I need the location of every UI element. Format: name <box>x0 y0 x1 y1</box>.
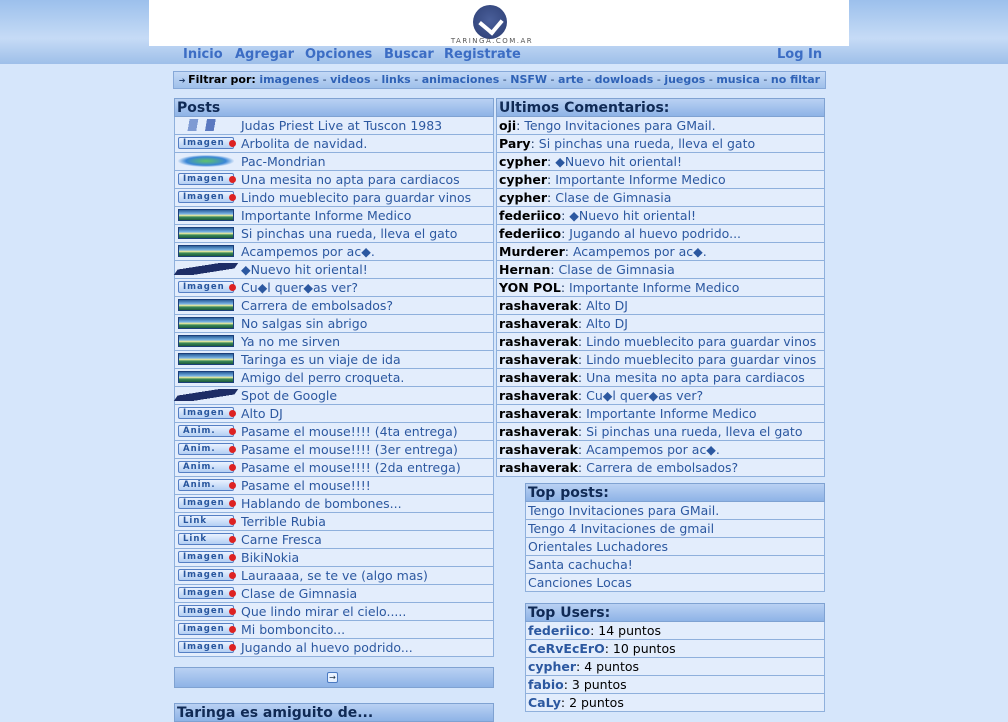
top-posts-list <box>525 502 825 592</box>
posts-pager <box>174 667 494 688</box>
post-row[interactable] <box>174 189 494 207</box>
nav-agregar[interactable]: Agregar <box>235 47 295 62</box>
top-user-link[interactable]: federiico <box>528 623 591 638</box>
posts-list <box>174 117 494 657</box>
post-thumbnail-icon <box>178 119 234 131</box>
post-title-link[interactable]: Pasame el mouse!!!! (4ta entrega) <box>241 424 458 439</box>
post-thumbnail-icon <box>178 299 234 311</box>
category-tag-icon: Imagen <box>178 137 234 149</box>
filter-option-videos[interactable]: videos <box>330 73 371 86</box>
comment-user[interactable]: Hernan <box>499 262 551 277</box>
post-thumbnail-icon <box>178 245 234 257</box>
nav-buscar[interactable]: Buscar <box>384 47 434 62</box>
comment-user[interactable]: cypher <box>499 190 548 205</box>
post-row[interactable] <box>174 171 494 189</box>
comment-user[interactable]: rashaverak <box>499 298 578 313</box>
top-post-row <box>525 538 825 556</box>
post-row[interactable] <box>174 405 494 423</box>
logo-text: TARINGA.COM.AR <box>450 37 534 45</box>
top-user-row <box>525 694 825 712</box>
post-row[interactable] <box>174 621 494 639</box>
category-tag-icon: Imagen <box>178 191 234 203</box>
post-row[interactable] <box>174 495 494 513</box>
comment-user[interactable]: rashaverak <box>499 424 578 439</box>
post-title-link[interactable]: Acampemos por ac◆. <box>241 244 375 259</box>
comment-row: rashaverak: Alto DJ <box>496 297 825 315</box>
comment-post-link[interactable]: Importante Informe Medico <box>569 280 740 295</box>
post-title-link[interactable]: Importante Informe Medico <box>241 208 412 223</box>
category-tag-icon: Imagen <box>178 281 234 293</box>
comment-post-link[interactable]: Si pinchas una rueda, lleva el gato <box>586 424 803 439</box>
category-tag-icon: Anim. <box>178 461 234 473</box>
top-post-row <box>525 502 825 520</box>
top-user-separator: : <box>560 695 570 710</box>
top-user-score: 10 puntos <box>612 641 676 656</box>
category-tag-icon: Imagen <box>178 551 234 563</box>
comment-user[interactable]: rashaverak <box>499 316 578 331</box>
post-title-link[interactable]: Lauraaaa, se te ve (algo mas) <box>241 568 428 583</box>
category-tag-icon: Imagen <box>178 623 234 635</box>
post-row[interactable] <box>174 207 494 225</box>
comment-post-link[interactable]: Una mesita no apta para cardiacos <box>586 370 805 385</box>
post-title-link[interactable]: Spot de Google <box>241 388 338 403</box>
post-title-link[interactable]: Hablando de bombones... <box>241 496 402 511</box>
post-title-link[interactable]: Pasame el mouse!!!! (3er entrega) <box>241 442 458 457</box>
post-title-link[interactable]: No salgas sin abrigo <box>241 316 368 331</box>
top-user-link[interactable]: fabio <box>528 677 564 692</box>
top-users-list <box>525 622 825 712</box>
top-user-link[interactable]: CeRvEcErO <box>528 641 605 656</box>
post-row[interactable] <box>174 639 494 657</box>
category-tag-icon: Imagen <box>178 641 234 653</box>
post-title-link[interactable]: Lindo mueblecito para guardar vinos <box>241 190 472 205</box>
post-thumbnail-icon <box>174 389 238 401</box>
comment-row: cypher: Importante Informe Medico <box>496 171 825 189</box>
comments-title: Ultimos Comentarios: <box>496 98 825 117</box>
comment-row: Hernan: Clase de Gimnasia <box>496 261 825 279</box>
top-post-row <box>525 520 825 538</box>
nav-login[interactable]: Log In <box>777 47 823 62</box>
comment-row: cypher: ◆Nuevo hit oriental! <box>496 153 825 171</box>
comment-user[interactable]: Murderer <box>499 244 565 259</box>
post-title-link[interactable]: Judas Priest Live at Tuscon 1983 <box>241 118 443 133</box>
post-thumbnail-icon <box>178 227 234 239</box>
post-title-link[interactable]: Que lindo mirar el cielo..... <box>241 604 407 619</box>
comment-row: cypher: Clase de Gimnasia <box>496 189 825 207</box>
comments-panel <box>496 98 825 477</box>
post-title-link[interactable]: Clase de Gimnasia <box>241 586 358 601</box>
post-row[interactable] <box>174 297 494 315</box>
post-row[interactable] <box>174 135 494 153</box>
comment-row: rashaverak: Carrera de embolsados? <box>496 459 825 477</box>
comment-row: rashaverak: Importante Informe Medico <box>496 405 825 423</box>
post-row[interactable] <box>174 261 494 279</box>
category-tag-icon: Anim. <box>178 443 234 455</box>
filter-option-no-filtar[interactable]: no filtar <box>770 73 821 86</box>
comment-user[interactable]: rashaverak <box>499 460 578 475</box>
post-row[interactable] <box>174 369 494 387</box>
top-posts-title: Top posts: <box>525 483 825 502</box>
top-user-row <box>525 640 825 658</box>
main-nav <box>0 46 1008 64</box>
post-row[interactable] <box>174 459 494 477</box>
comments-list <box>496 117 825 477</box>
post-row[interactable] <box>174 243 494 261</box>
post-title-link[interactable]: Ya no me sirven <box>241 334 341 349</box>
comment-post-link[interactable]: Importante Informe Medico <box>555 172 726 187</box>
top-post-row <box>525 574 825 592</box>
filter-option-musica[interactable]: musica <box>716 73 760 86</box>
post-thumbnail-icon <box>178 155 234 167</box>
post-title-link[interactable]: Terrible Rubia <box>241 514 326 529</box>
comment-post-link[interactable]: Clase de Gimnasia <box>555 190 672 205</box>
top-post-link[interactable]: Tengo 4 Invitaciones de gmail <box>528 521 715 536</box>
post-row[interactable] <box>174 315 494 333</box>
post-thumbnail-icon <box>178 209 234 221</box>
taringa-logo-icon[interactable] <box>473 5 507 39</box>
post-title-link[interactable]: Cu◆l quer◆as ver? <box>241 280 359 295</box>
comment-user[interactable]: federiico <box>499 208 562 223</box>
top-user-score: 2 puntos <box>569 695 624 710</box>
comment-user[interactable]: cypher <box>499 172 548 187</box>
post-title-link[interactable]: Jugando al huevo podrido... <box>241 640 413 655</box>
post-row[interactable] <box>174 441 494 459</box>
comment-row: rashaverak: Lindo mueblecito para guardar vinos <box>496 333 825 351</box>
post-row[interactable] <box>174 225 494 243</box>
comment-row: rashaverak: Cu◆l quer◆as ver? <box>496 387 825 405</box>
top-posts-panel <box>525 483 825 592</box>
post-title-link[interactable]: Pasame el mouse!!!! <box>241 478 371 493</box>
comment-row: Pary: Si pinchas una rueda, lleva el gato <box>496 135 825 153</box>
post-row[interactable] <box>174 333 494 351</box>
category-tag-icon: Imagen <box>178 587 234 599</box>
top-user-row <box>525 676 825 694</box>
comment-row: YON POL: Importante Informe Medico <box>496 279 825 297</box>
comment-post-link[interactable]: Acampemos por ac◆. <box>586 442 720 457</box>
comment-post-link[interactable]: Tengo Invitaciones para GMail. <box>524 118 716 133</box>
top-post-row <box>525 556 825 574</box>
comment-post-link[interactable]: Acampemos por ac◆. <box>572 244 707 259</box>
post-title-link[interactable]: Una mesita no apta para cardiacos <box>241 172 460 187</box>
comment-row: rashaverak: Una mesita no apta para cardiacos <box>496 369 825 387</box>
comment-row: rashaverak: Si pinchas una rueda, lleva el gato <box>496 423 825 441</box>
posts-panel <box>174 98 494 657</box>
post-thumbnail-icon <box>178 371 234 383</box>
nav-inicio[interactable]: Inicio <box>183 47 223 62</box>
category-tag-icon: Imagen <box>178 497 234 509</box>
top-user-separator: : <box>604 641 613 656</box>
post-thumbnail-icon <box>178 317 234 329</box>
post-thumbnail-icon <box>174 263 238 275</box>
comment-post-link[interactable]: Alto DJ <box>586 298 628 313</box>
category-tag-icon: Link <box>178 533 234 545</box>
post-title-link[interactable]: Carrera de embolsados? <box>241 298 394 313</box>
nav-opciones[interactable]: Opciones <box>305 47 373 62</box>
top-user-separator: : <box>563 677 572 692</box>
top-user-separator: : <box>576 659 585 674</box>
top-user-row <box>525 622 825 640</box>
filter-option-nsfw[interactable]: NSFW <box>510 73 548 86</box>
top-user-row <box>525 658 825 676</box>
comment-post-link[interactable]: Alto DJ <box>586 316 628 331</box>
post-title-link[interactable]: Pasame el mouse!!!! (2da entrega) <box>241 460 461 475</box>
comment-row: oji: Tengo Invitaciones para GMail. <box>496 117 825 135</box>
post-title-link[interactable]: Pac-Mondrian <box>241 154 326 169</box>
post-title-link[interactable]: Mi bomboncito... <box>241 622 346 637</box>
post-title-link[interactable]: Si pinchas una rueda, lleva el gato <box>241 226 458 241</box>
top-post-link[interactable]: Canciones Locas <box>528 575 632 590</box>
comment-post-link[interactable]: ◆Nuevo hit oriental! <box>555 154 683 169</box>
comment-user[interactable]: rashaverak <box>499 388 578 403</box>
post-row[interactable] <box>174 117 494 135</box>
post-title-link[interactable]: Arbolita de navidad. <box>241 136 368 151</box>
post-row[interactable] <box>174 477 494 495</box>
post-row[interactable] <box>174 423 494 441</box>
comment-post-link[interactable]: Importante Informe Medico <box>586 406 757 421</box>
comment-post-link[interactable]: ◆Nuevo hit oriental! <box>569 208 697 223</box>
filter-bar: ➔ Filtrar por: imagenes - videos - links - animaciones - NSFW - arte - dowloads - juegos - musica - no filtar <box>173 71 826 89</box>
comment-post-link[interactable]: Carrera de embolsados? <box>586 460 739 475</box>
post-title-link[interactable]: Alto DJ <box>241 406 283 421</box>
filter-option-imagenes[interactable]: imagenes <box>259 73 320 86</box>
post-title-link[interactable]: BikiNokia <box>241 550 300 565</box>
comment-user[interactable]: oji <box>499 118 517 133</box>
filter-option-arte[interactable]: arte <box>558 73 584 86</box>
post-row[interactable] <box>174 603 494 621</box>
top-post-link[interactable]: Santa cachucha! <box>528 557 633 572</box>
filter-option-animaciones[interactable]: animaciones <box>421 73 500 86</box>
comment-row: rashaverak: Alto DJ <box>496 315 825 333</box>
posts-title: Posts <box>174 98 494 117</box>
post-row[interactable] <box>174 387 494 405</box>
comment-user[interactable]: rashaverak <box>499 442 578 457</box>
post-row[interactable] <box>174 585 494 603</box>
top-user-link[interactable]: CaLy <box>528 695 561 710</box>
top-user-score: 4 puntos <box>584 659 640 674</box>
category-tag-icon: Imagen <box>178 407 234 419</box>
post-row[interactable] <box>174 513 494 531</box>
post-row[interactable] <box>174 549 494 567</box>
next-page-icon[interactable]: → <box>327 672 338 683</box>
comment-user[interactable]: federiico <box>499 226 562 241</box>
top-user-score: 14 puntos <box>598 623 661 638</box>
friends-title: Taringa es amiguito de... <box>174 703 494 722</box>
post-title-link[interactable]: Carne Fresca <box>241 532 322 547</box>
comment-user[interactable]: rashaverak <box>499 370 578 385</box>
comment-post-link[interactable]: Jugando al huevo podrido... <box>569 226 742 241</box>
top-post-link[interactable]: Tengo Invitaciones para GMail. <box>528 503 720 518</box>
comment-row: federiico: Jugando al huevo podrido... <box>496 225 825 243</box>
post-thumbnail-icon <box>178 335 234 347</box>
comment-user[interactable]: Pary <box>499 136 531 151</box>
category-tag-icon: Imagen <box>178 605 234 617</box>
comment-row: rashaverak: Acampemos por ac◆. <box>496 441 825 459</box>
comment-user[interactable]: rashaverak <box>499 352 578 367</box>
top-users-title: Top Users: <box>525 603 825 622</box>
category-tag-icon: Link <box>178 515 234 527</box>
filter-option-dowloads[interactable]: dowloads <box>594 73 654 86</box>
top-post-link[interactable]: Orientales Luchadores <box>528 539 669 554</box>
comment-row: Murderer: Acampemos por ac◆. <box>496 243 825 261</box>
comment-row: rashaverak: Lindo mueblecito para guardar vinos <box>496 351 825 369</box>
top-user-score: 3 puntos <box>571 677 627 692</box>
category-tag-icon: Imagen <box>178 173 234 185</box>
comment-post-link[interactable]: Lindo mueblecito para guardar vinos <box>586 334 817 349</box>
top-users-panel <box>525 603 825 712</box>
nav-registrate[interactable]: Registrate <box>444 47 521 62</box>
category-tag-icon: Anim. <box>178 479 234 491</box>
comment-post-link[interactable]: Clase de Gimnasia <box>558 262 675 277</box>
post-row[interactable] <box>174 153 494 171</box>
comment-user[interactable]: YON POL <box>499 280 561 295</box>
filter-arrow-icon: ➔ <box>178 76 189 85</box>
top-user-separator: : <box>590 623 599 638</box>
category-tag-icon: Imagen <box>178 569 234 581</box>
comment-post-link[interactable]: Cu◆l quer◆as ver? <box>586 388 704 403</box>
filter-option-juegos[interactable]: juegos <box>664 73 706 86</box>
post-thumbnail-icon <box>178 353 234 365</box>
post-row[interactable] <box>174 351 494 369</box>
post-title-link[interactable]: Amigo del perro croqueta. <box>241 370 405 385</box>
post-title-link[interactable]: Taringa es un viaje de ida <box>241 352 401 367</box>
comment-user[interactable]: rashaverak <box>499 334 578 349</box>
filter-option-links[interactable]: links <box>381 73 411 86</box>
category-tag-icon: Anim. <box>178 425 234 437</box>
post-title-link[interactable]: ◆Nuevo hit oriental! <box>241 262 368 277</box>
comment-user[interactable]: cypher <box>499 154 548 169</box>
comment-post-link[interactable]: Si pinchas una rueda, lleva el gato <box>538 136 756 151</box>
comment-user[interactable]: rashaverak <box>499 406 578 421</box>
comment-post-link[interactable]: Lindo mueblecito para guardar vinos <box>586 352 817 367</box>
post-row[interactable] <box>174 567 494 585</box>
comment-row: federiico: ◆Nuevo hit oriental! <box>496 207 825 225</box>
top-user-link[interactable]: cypher <box>528 659 577 674</box>
post-row[interactable] <box>174 279 494 297</box>
post-row[interactable] <box>174 531 494 549</box>
filter-label: Filtrar por: <box>188 73 256 86</box>
